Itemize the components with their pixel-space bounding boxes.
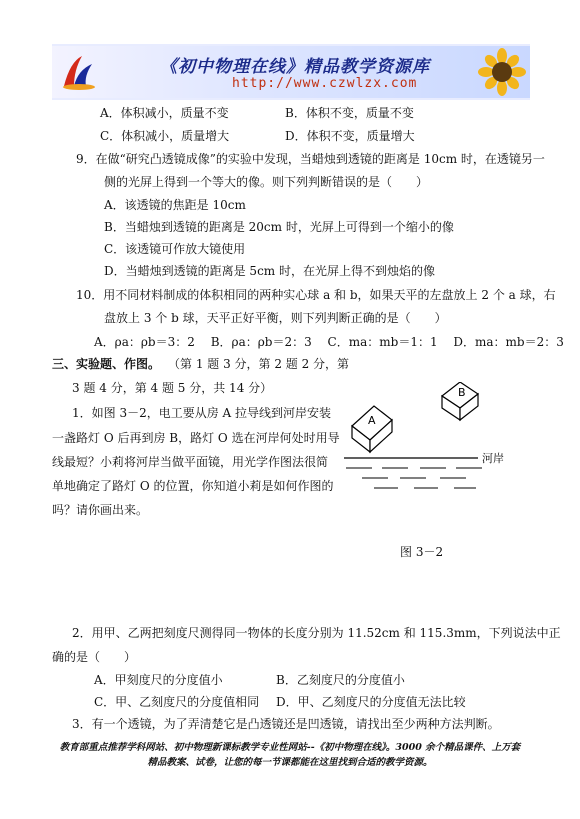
q1-stem-line3: 线最短？小莉将河岸当做平面镜，用光学作图法很简 [52,455,329,469]
q8-option-d: D．体积不变，质量增大 [285,129,415,143]
q10-stem-line1: 10．用不同材料制成的体积相同的两种实心球 a 和 b，如果天平的左盘放上 2 个 a 球，右 [76,288,556,302]
q2-stem-line1: 2．用甲、乙两把刻度尺测得同一物体的长度分别为 11.52cm 和 115.3mm，下列说法中正 [72,626,561,640]
q3-stem: 3．有一个透镜，为了弄清楚它是凸透镜还是凹透镜，请找出至少两种方法判断。 [72,717,500,731]
figure-3-2 [338,382,538,502]
section-scoring-line2: 3 题 4 分，第 4 题 5 分，共 14 分） [72,381,273,395]
house-a-label: A [368,414,376,427]
house-b [442,382,478,420]
q2-option-d: D．甲、乙刻度尺的分度值无法比较 [276,695,466,709]
q8-option-c: C．体积减小，质量增大 [100,129,230,143]
river-bank-label: 河岸 [482,452,504,465]
q1-stem-line1: 1．如图 3－2，电工要从房 A 拉导线到河岸安装 [72,406,332,420]
section-heading: 三、实验题、作图。 [52,357,161,371]
q9-stem-line2: 侧的光屏上得到一个等大的像。则下列判断错误的是（ ） [104,175,429,189]
banner-url[interactable]: http://www.czwlzx.com [232,76,418,91]
q10-options: A．ρa：ρb＝3：2 B．ρa：ρb＝2：3 C．ma：mb＝1：1 D．ma：mb＝2：3 [94,335,564,349]
q9-option-b: B．当蜡烛到透镜的距离是 20cm 时，光屏上可得到一个缩小的像 [104,220,454,234]
q8-option-a: A．体积减小，质量不变 [100,106,229,120]
q2-option-c: C．甲、乙刻度尺的分度值相同 [94,695,260,709]
q1-stem-line4: 单地确定了路灯 O 的位置，你知道小莉是如何作图的 [52,479,334,493]
header-banner [52,44,530,100]
footer-line1: 教育部重点推荐学科网站、初中物理新课标教学专业性网站--《初中物理在线》。3000 余个精品课件、上万套 [59,742,521,753]
q9-stem-line1: 9．在做“研究凸透镜成像”的实验中发现，当蜡烛到透镜的距离是 10cm 时，在透镜另一 [76,152,545,166]
site-logo-icon [58,52,98,92]
sunflower-icon [478,48,526,96]
q10-stem-line2: 盘放上 3 个 b 球，天平正好平衡，则下列判断正确的是（ ） [104,311,447,325]
house-a [352,406,392,452]
q2-option-b: B．乙刻度尺的分度值小 [276,673,405,687]
q9-option-a: A．该透镜的焦距是 10cm [104,198,246,212]
q1-stem-line2: 一盏路灯 O 后再到房 B，路灯 O 选在河岸何处时用导 [52,431,340,445]
footer-line2: 精品教案、试卷，让您的每一节课都能在这里找到合适的教学资源。 [147,757,433,768]
q2-option-a: A．甲刻度尺的分度值小 [94,673,223,687]
q8-option-b: B．体积不变，质量不变 [285,106,414,120]
q9-option-d: D．当蜡烛到透镜的距离是 5cm 时，在光屏上得不到烛焰的像 [104,264,435,278]
q2-stem-line2: 确的是（ ） [52,650,137,664]
banner-title: 《初中物理在线》精品教学资源库 [160,57,430,77]
q9-option-c: C．该透镜可作放大镜使用 [104,242,246,256]
house-b-label: B [458,386,466,399]
page-footer [40,740,540,770]
figure-caption: 图 3－2 [400,545,444,559]
section-scoring-line1: （第 1 题 3 分，第 2 题 2 分，第 [168,357,350,371]
q1-stem-line5: 吗？请你画出来。 [52,503,149,517]
water-waves [346,468,482,488]
